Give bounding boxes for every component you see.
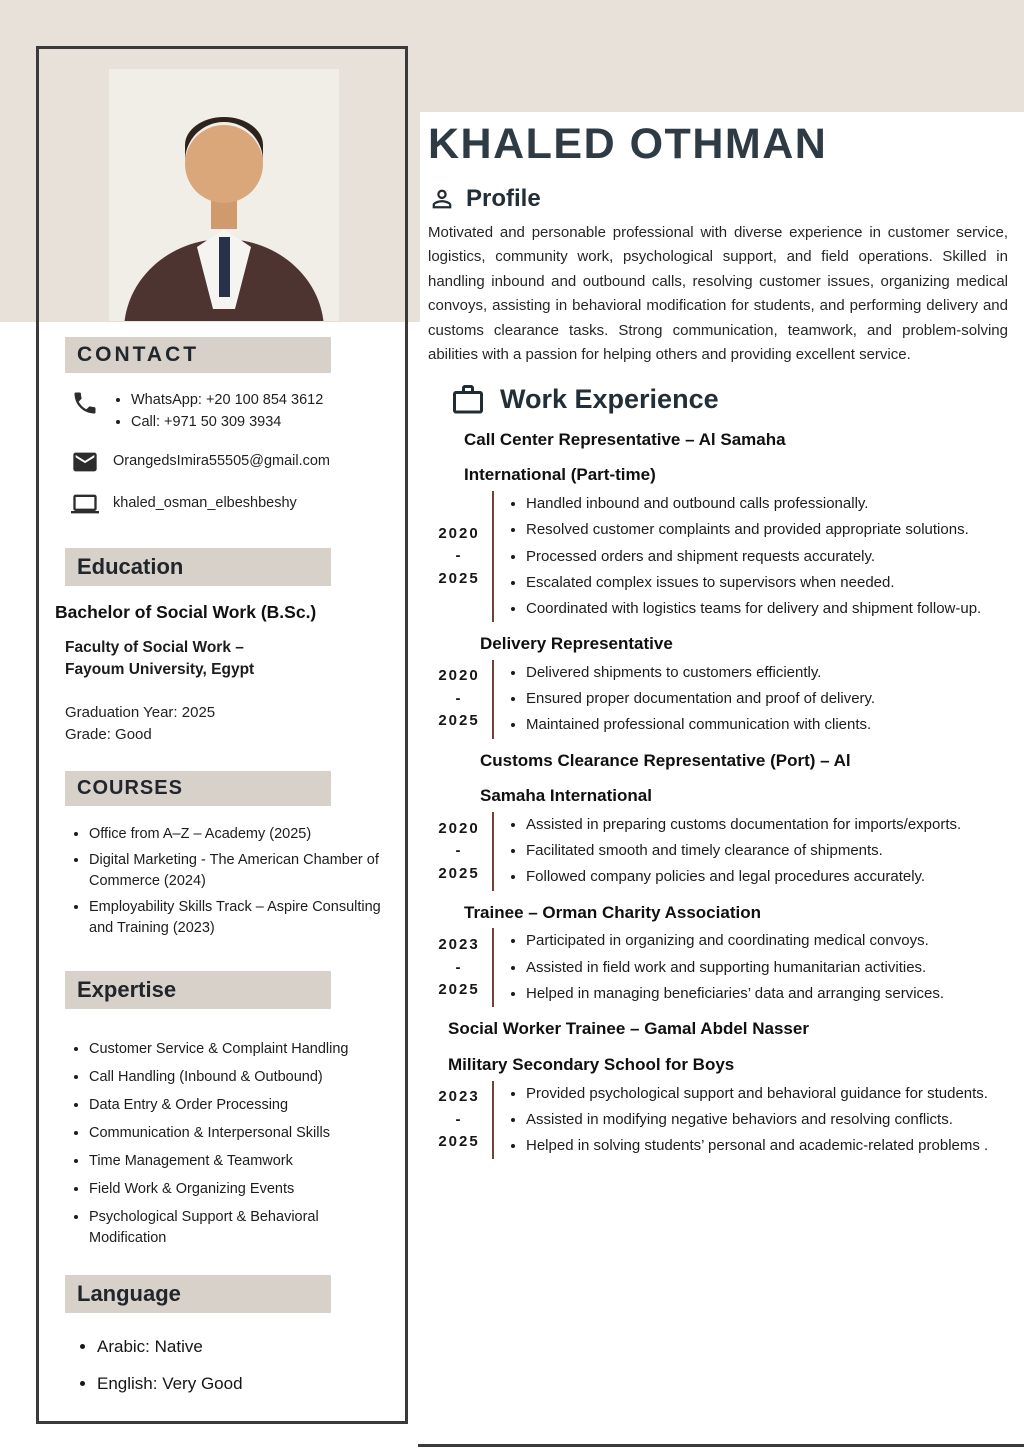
job-bullet: • Followed company policies and legal procedures accurately. — [526, 864, 1008, 889]
job-bullets — [492, 928, 1008, 1007]
job-bullet: • Helped in solving students’ personal and academic-related problems . — [526, 1133, 1008, 1158]
job-body — [428, 1081, 1008, 1160]
job-title-line1: Call Center Representative – Al Samaha — [464, 429, 786, 449]
job-title-line1: Delivery Representative — [480, 634, 673, 654]
work-title: Work Experience — [500, 384, 719, 415]
job-entry — [428, 1017, 1008, 1159]
date-start: 2023 — [438, 1088, 480, 1106]
job-dates — [428, 928, 490, 1007]
contact-heading — [65, 337, 331, 373]
language-item: • English: Very Good — [97, 1374, 391, 1394]
job-title — [480, 632, 1008, 656]
job-bullets — [492, 660, 1008, 739]
grade: Grade: Good — [65, 726, 152, 744]
briefcase-icon — [450, 382, 486, 418]
job-bullet: • Facilitated smooth and timely clearance of shipments. — [526, 838, 1008, 863]
job-bullet: • Assisted in field work and supporting humanitarian activities. — [526, 955, 1008, 980]
courses-list — [67, 824, 391, 939]
course-item: • Digital Marketing - The American Chamber of Commerce (2024) — [89, 850, 391, 892]
job-entry — [428, 632, 1008, 738]
monitor-icon — [71, 490, 99, 518]
language-heading — [65, 1275, 331, 1313]
job-bullet: • Helped in managing beneficiaries’ data and arranging services. — [526, 981, 1008, 1006]
email-address: OrangedsImira55505@gmail.com — [113, 452, 331, 469]
expertise-item: • Time Management & Teamwork — [89, 1151, 391, 1172]
work-section-header — [428, 382, 1008, 418]
education-heading-label: Education — [77, 553, 184, 579]
job-title-line1: Social Worker Trainee – Gamal Abdel Nasser — [448, 1019, 809, 1039]
date-separator: - — [455, 958, 463, 976]
job-entry — [428, 428, 1008, 623]
language-list — [77, 1337, 391, 1394]
person-icon — [428, 185, 456, 213]
job-dates — [428, 491, 490, 622]
job-bullets — [492, 491, 1008, 622]
sidebar — [39, 49, 405, 1394]
job-title-line2: International (Part-time) — [464, 465, 656, 485]
job-dates — [428, 812, 490, 891]
contact-heading-label: CONTACT — [77, 343, 200, 366]
date-start: 2020 — [438, 667, 480, 685]
job-title — [464, 901, 1008, 925]
profile-section-header — [428, 185, 1008, 213]
job-title-line2: Samaha International — [480, 786, 652, 806]
date-start: 2020 — [438, 819, 480, 837]
job-bullet: • Maintained professional communication with clients. — [526, 712, 1008, 737]
education-meta — [65, 702, 391, 747]
language-heading-label: Language — [77, 1281, 181, 1307]
date-separator: - — [455, 689, 463, 707]
date-end: 2025 — [438, 864, 480, 882]
degree: Bachelor of Social Work (B.Sc.) — [55, 601, 317, 622]
job-title-line2: Military Secondary School for Boys — [448, 1054, 735, 1074]
expertise-heading-label: Expertise — [77, 976, 177, 1002]
candidate-name: KHALED OTHMAN — [428, 120, 828, 168]
social-username: khaled_osman_elbeshbeshy — [113, 494, 297, 511]
language-item: • Arabic: Native — [97, 1337, 391, 1357]
phone-list — [113, 389, 323, 434]
job-entry — [428, 749, 1008, 891]
phone-icon — [71, 389, 99, 417]
job-dates — [428, 1081, 490, 1160]
email-icon — [71, 448, 99, 476]
job-bullets — [492, 812, 1008, 891]
job-bullet: • Delivered shipments to customers efficiently. — [526, 660, 1008, 685]
faculty-line1: Faculty of Social Work – — [65, 638, 244, 656]
job-title — [464, 428, 1008, 488]
job-bullet: • Coordinated with logistics teams for delivery and shipment follow-up. — [526, 596, 1008, 621]
job-title — [448, 1017, 1008, 1077]
date-separator: - — [455, 1110, 463, 1128]
course-item: • Office from A–Z – Academy (2025) — [89, 824, 391, 845]
email-row — [71, 448, 391, 476]
sidebar-frame — [36, 46, 408, 1424]
job-bullet: • Provided psychological support and behavioral guidance for students. — [526, 1081, 1008, 1106]
job-bullet: • Assisted in preparing customs documentation for imports/exports. — [526, 812, 1008, 837]
expertise-item: • Customer Service & Complaint Handling — [89, 1039, 391, 1060]
date-end: 2025 — [438, 712, 480, 730]
date-separator: - — [455, 842, 463, 860]
expertise-item: • Communication & Interpersonal Skills — [89, 1123, 391, 1144]
job-bullet: • Ensured proper documentation and proof of delivery. — [526, 686, 1008, 711]
whatsapp-number: • WhatsApp: +20 100 854 3612 — [131, 389, 323, 411]
date-end: 2025 — [438, 569, 480, 587]
job-body — [428, 491, 1008, 622]
username-row — [71, 490, 391, 518]
expertise-item: • Data Entry & Order Processing — [89, 1095, 391, 1116]
date-end: 2025 — [438, 981, 480, 998]
date-end: 2025 — [438, 1133, 480, 1151]
graduation-year: Graduation Year: 2025 — [65, 703, 216, 721]
job-body — [428, 812, 1008, 891]
expertise-item: • Psychological Support & Behavioral Modification — [89, 1207, 391, 1249]
profile-title: Profile — [466, 185, 541, 212]
date-separator: - — [455, 547, 463, 565]
job-bullet: • Handled inbound and outbound calls professionally. — [526, 491, 1008, 516]
expertise-item: • Field Work & Organizing Events — [89, 1179, 391, 1200]
job-bullet: • Participated in organizing and coordinating medical convoys. — [526, 928, 1008, 953]
job-entry — [428, 901, 1008, 1007]
job-body — [428, 928, 1008, 1007]
courses-heading-label: COURSES — [77, 776, 183, 799]
job-bullet: • Resolved customer complaints and provided appropriate solutions. — [526, 517, 1008, 542]
date-start: 2023 — [438, 936, 480, 953]
phone-row — [71, 389, 391, 434]
job-dates — [428, 660, 490, 739]
main-column — [428, 112, 1008, 1159]
bottom-divider — [418, 1444, 1024, 1447]
education-heading — [65, 548, 331, 586]
profile-summary: Motivated and personable professional with diverse experience in customer service, logistics, community work, psychological support, and field operations. Skilled in handling inbound and outbound calls, resolving customer issues, organizing medical convoys, assisting in behavioral modification for students, and performing delivery and customs clearance tasks. Strong communication, teamwork, and problem-solving abilities with a passion for helping others and providing excellent service. — [428, 224, 1008, 364]
job-bullet: • Assisted in modifying negative behaviors and resolving conflicts. — [526, 1107, 1008, 1132]
job-title-line1: Trainee – Orman Charity Association — [464, 902, 761, 922]
expertise-item: • Call Handling (Inbound & Outbound) — [89, 1067, 391, 1088]
job-bullet: • Processed orders and shipment requests accurately. — [526, 544, 1008, 569]
job-body — [428, 660, 1008, 739]
expertise-heading — [65, 971, 331, 1009]
expertise-list — [67, 1039, 391, 1249]
date-start: 2020 — [438, 524, 480, 542]
call-number: • Call: +971 50 309 3934 — [131, 411, 323, 433]
job-bullets — [492, 1081, 1008, 1160]
job-title-line1: Customs Clearance Representative (Port) – Al — [480, 750, 851, 770]
faculty-line2: Fayoum University, Egypt — [65, 661, 255, 679]
job-bullet: • Escalated complex issues to supervisors when needed. — [526, 570, 1008, 595]
faculty — [65, 637, 391, 682]
contact-block — [71, 389, 391, 518]
courses-heading — [65, 771, 331, 806]
job-title — [480, 749, 1008, 809]
course-item: • Employability Skills Track – Aspire Consulting and Training (2023) — [89, 897, 391, 939]
